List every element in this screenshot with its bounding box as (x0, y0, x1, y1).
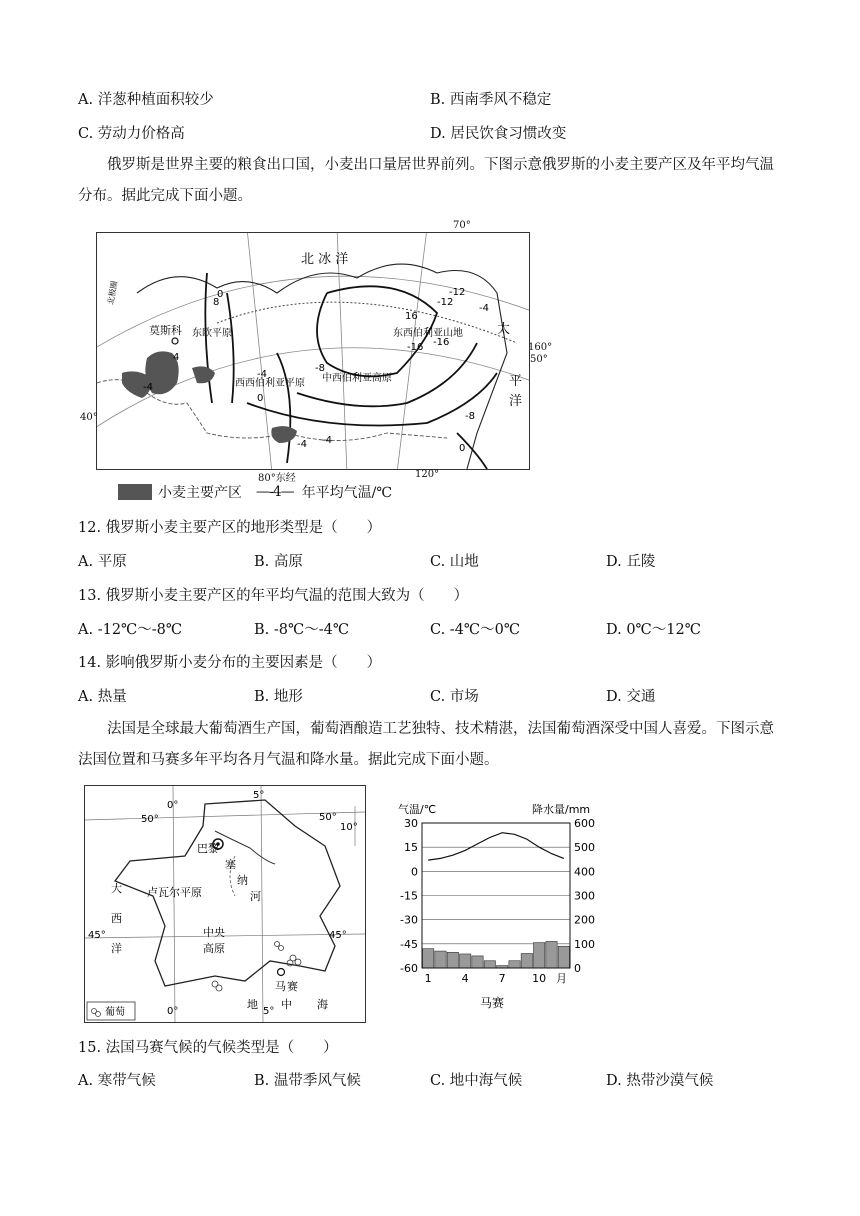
svg-text:50°: 50° (319, 812, 337, 823)
moscow-label: 莫斯科 (149, 324, 182, 337)
precip-bar (460, 954, 471, 968)
precip-bar (509, 961, 520, 968)
q13-option-b: B. -8℃～-4℃ (254, 622, 350, 638)
q14-option-c: C. 市场 (430, 689, 479, 705)
q15-stem: 15. 法国马赛气候的气候类型是（ ） (78, 1040, 338, 1056)
svg-text:河: 河 (250, 890, 261, 903)
pacific-label-1: 太 (497, 322, 511, 337)
lon-70-label: 70° (453, 220, 471, 231)
y-right-tick-label: 500 (574, 841, 595, 855)
q13-option-d: D. 0℃～12℃ (606, 622, 701, 638)
svg-text:-4: -4 (257, 369, 267, 380)
russia-map (96, 232, 530, 470)
precip-bar (435, 951, 446, 968)
svg-text:0: 0 (459, 443, 466, 454)
svg-text:马: 马 (275, 980, 286, 993)
svg-text:-4: -4 (143, 382, 153, 393)
svg-text:0: 0 (217, 289, 224, 300)
lon-160-label: 160° (528, 342, 553, 353)
q15-option-a: A. 寒带气候 (78, 1073, 156, 1089)
precip-bar (472, 956, 483, 968)
q15-option-c: C. 地中海气候 (430, 1073, 523, 1089)
svg-text:5°: 5° (253, 790, 265, 801)
paris-label: 巴黎 (197, 842, 219, 855)
svg-text:中: 中 (281, 998, 292, 1011)
svg-text:-4: -4 (322, 435, 332, 446)
east-siberia-mountains-label: 东西伯利亚山地 (393, 328, 463, 339)
svg-text:10°: 10° (340, 822, 358, 833)
lon-120-label: 120° (415, 469, 440, 480)
russia-map-legend (118, 482, 392, 502)
option-c: C. 劳动力价格高 (78, 126, 185, 142)
q14-option-b: B. 地形 (254, 689, 303, 705)
x-tick-label: 1 (424, 972, 432, 985)
arctic-ocean-label: 北 冰 洋 (301, 252, 349, 267)
svg-text:纳: 纳 (237, 874, 248, 887)
svg-text:50°: 50° (141, 814, 159, 825)
q12-option-d: D. 丘陵 (606, 554, 656, 570)
svg-text:海: 海 (317, 998, 328, 1011)
svg-text:-16: -16 (433, 337, 450, 348)
marseille-climate-chart (392, 795, 612, 1020)
lat-50-label: 50° (530, 354, 548, 365)
svg-text:西: 西 (111, 912, 122, 925)
y-right-tick-label: 0 (574, 962, 581, 975)
svg-text:洋: 洋 (111, 942, 122, 955)
precip-bar (558, 946, 569, 968)
svg-text:地: 地 (247, 998, 258, 1011)
y-right-tick-label: 400 (574, 865, 595, 879)
q14-option-d: D. 交通 (606, 689, 656, 705)
svg-text:16: 16 (405, 311, 418, 322)
lat-40-label: 40° (80, 412, 98, 423)
legend-wheat-label: 小麦主要产区 (158, 485, 242, 501)
loire-plain-label: 卢瓦尔平原 (147, 886, 202, 899)
svg-text:45°: 45° (329, 930, 347, 941)
precip-bar (423, 949, 434, 968)
chart-station-label: 马赛 (480, 996, 505, 1010)
q14-option-a: A. 热量 (78, 689, 127, 705)
svg-text:大: 大 (111, 882, 122, 895)
svg-text:-12: -12 (449, 287, 466, 298)
wheat-swatch (118, 484, 152, 500)
q12-option-c: C. 山地 (430, 554, 479, 570)
y-right-tick-label: 300 (574, 889, 595, 903)
x-unit-label: 月 (556, 972, 567, 985)
y-left-tick-label: -60 (400, 962, 418, 975)
y-left-tick-label: -30 (400, 913, 418, 927)
q12-option-a: A. 平原 (78, 554, 127, 570)
pacific-label-2: 平 (509, 374, 523, 389)
svg-text:中央: 中央 (203, 926, 225, 939)
svg-text:-12: -12 (437, 297, 454, 308)
x-tick-label: 7 (498, 972, 506, 985)
q13-stem: 13. 俄罗斯小麦主要产区的年平均气温的范围大致为（ ） (78, 588, 469, 604)
y-right-tick-label: 100 (574, 937, 595, 951)
central-siberia-plateau-label: 中西伯利亚高原 (322, 373, 392, 384)
y-right-tick-label: 200 (574, 913, 595, 927)
q15-option-b: B. 温带季风气候 (254, 1073, 361, 1089)
svg-text:5°: 5° (263, 1006, 275, 1017)
east-europe-plain-label: 东欧平原 (192, 328, 232, 339)
y-left-tick-label: 30 (404, 817, 418, 830)
precip-bar (546, 941, 557, 968)
svg-text:45°: 45° (88, 930, 106, 941)
pacific-label-3: 洋 (509, 394, 523, 409)
arctic-circle-label: 北极圈 (106, 280, 120, 306)
svg-text:0: 0 (257, 393, 264, 404)
q13-option-c: C. -4℃～0℃ (430, 622, 521, 638)
q13-option-a: A. -12℃～-8℃ (78, 622, 183, 638)
q14-stem: 14. 影响俄罗斯小麦分布的主要因素是（ ） (78, 655, 382, 671)
y-left-tick-label: -45 (400, 937, 418, 951)
svg-text:-8: -8 (465, 411, 475, 422)
svg-text:8: 8 (213, 297, 220, 308)
q12-option-b: B. 高原 (254, 554, 303, 570)
france-legend-grape: 葡萄 (105, 1007, 125, 1018)
west-siberia-plain-label: 西西伯利亚平原 (235, 378, 305, 389)
france-intro: 法国是全球最大葡萄酒生产国，葡萄酒酿造工艺独特、技术精湛，法国葡萄酒深受中国人喜爱。下图示意法国位置和马赛多年平均各月气温和降水量。据此完成下面小题。 (78, 721, 774, 768)
option-b: B. 西南季风不稳定 (430, 92, 552, 108)
france-map (84, 785, 366, 1023)
russia-intro: 俄罗斯是世界主要的粮食出口国，小麦出口量居世界前列。下图示意俄罗斯的小麦主要产区及年平均气温分布。据此完成下面小题。 (78, 157, 774, 204)
y-left-tick-label: -15 (400, 889, 418, 903)
svg-text:-4: -4 (479, 303, 489, 314)
temperature-line (428, 833, 564, 860)
legend-iso-label: 年平均气温/℃ (301, 485, 393, 501)
x-tick-label: 4 (461, 972, 469, 985)
svg-text:赛: 赛 (287, 980, 298, 993)
option-a: A. 洋葱种植面积较少 (78, 92, 214, 108)
precip-bar (484, 961, 495, 968)
legend-isoline-sample: —-4— (256, 484, 294, 500)
svg-text:-16: -16 (407, 342, 424, 353)
chart-ylabel-right: 降水量/mm (532, 803, 591, 816)
precip-bar (447, 952, 458, 968)
chart-ylabel-left: 气温/℃ (398, 803, 437, 816)
lon-80-label: 80°东经 (258, 473, 296, 484)
x-tick-label: 10 (532, 972, 547, 985)
svg-text:-4: -4 (297, 439, 307, 450)
precip-bar (521, 954, 532, 969)
y-right-tick-label: 600 (574, 817, 595, 830)
svg-text:-8: -8 (315, 363, 325, 374)
q15-option-d: D. 热带沙漠气候 (606, 1073, 714, 1089)
precip-bar (534, 943, 545, 968)
svg-text:高原: 高原 (203, 942, 225, 955)
svg-text:0°: 0° (167, 800, 179, 811)
svg-text:塞: 塞 (225, 858, 236, 871)
y-left-tick-label: 0 (411, 865, 418, 879)
y-left-tick-label: 15 (404, 841, 418, 855)
q12-stem: 12. 俄罗斯小麦主要产区的地形类型是（ ） (78, 520, 382, 536)
option-d: D. 居民饮食习惯改变 (430, 126, 567, 142)
svg-text:4: 4 (173, 352, 180, 363)
svg-text:0°: 0° (167, 1006, 179, 1017)
